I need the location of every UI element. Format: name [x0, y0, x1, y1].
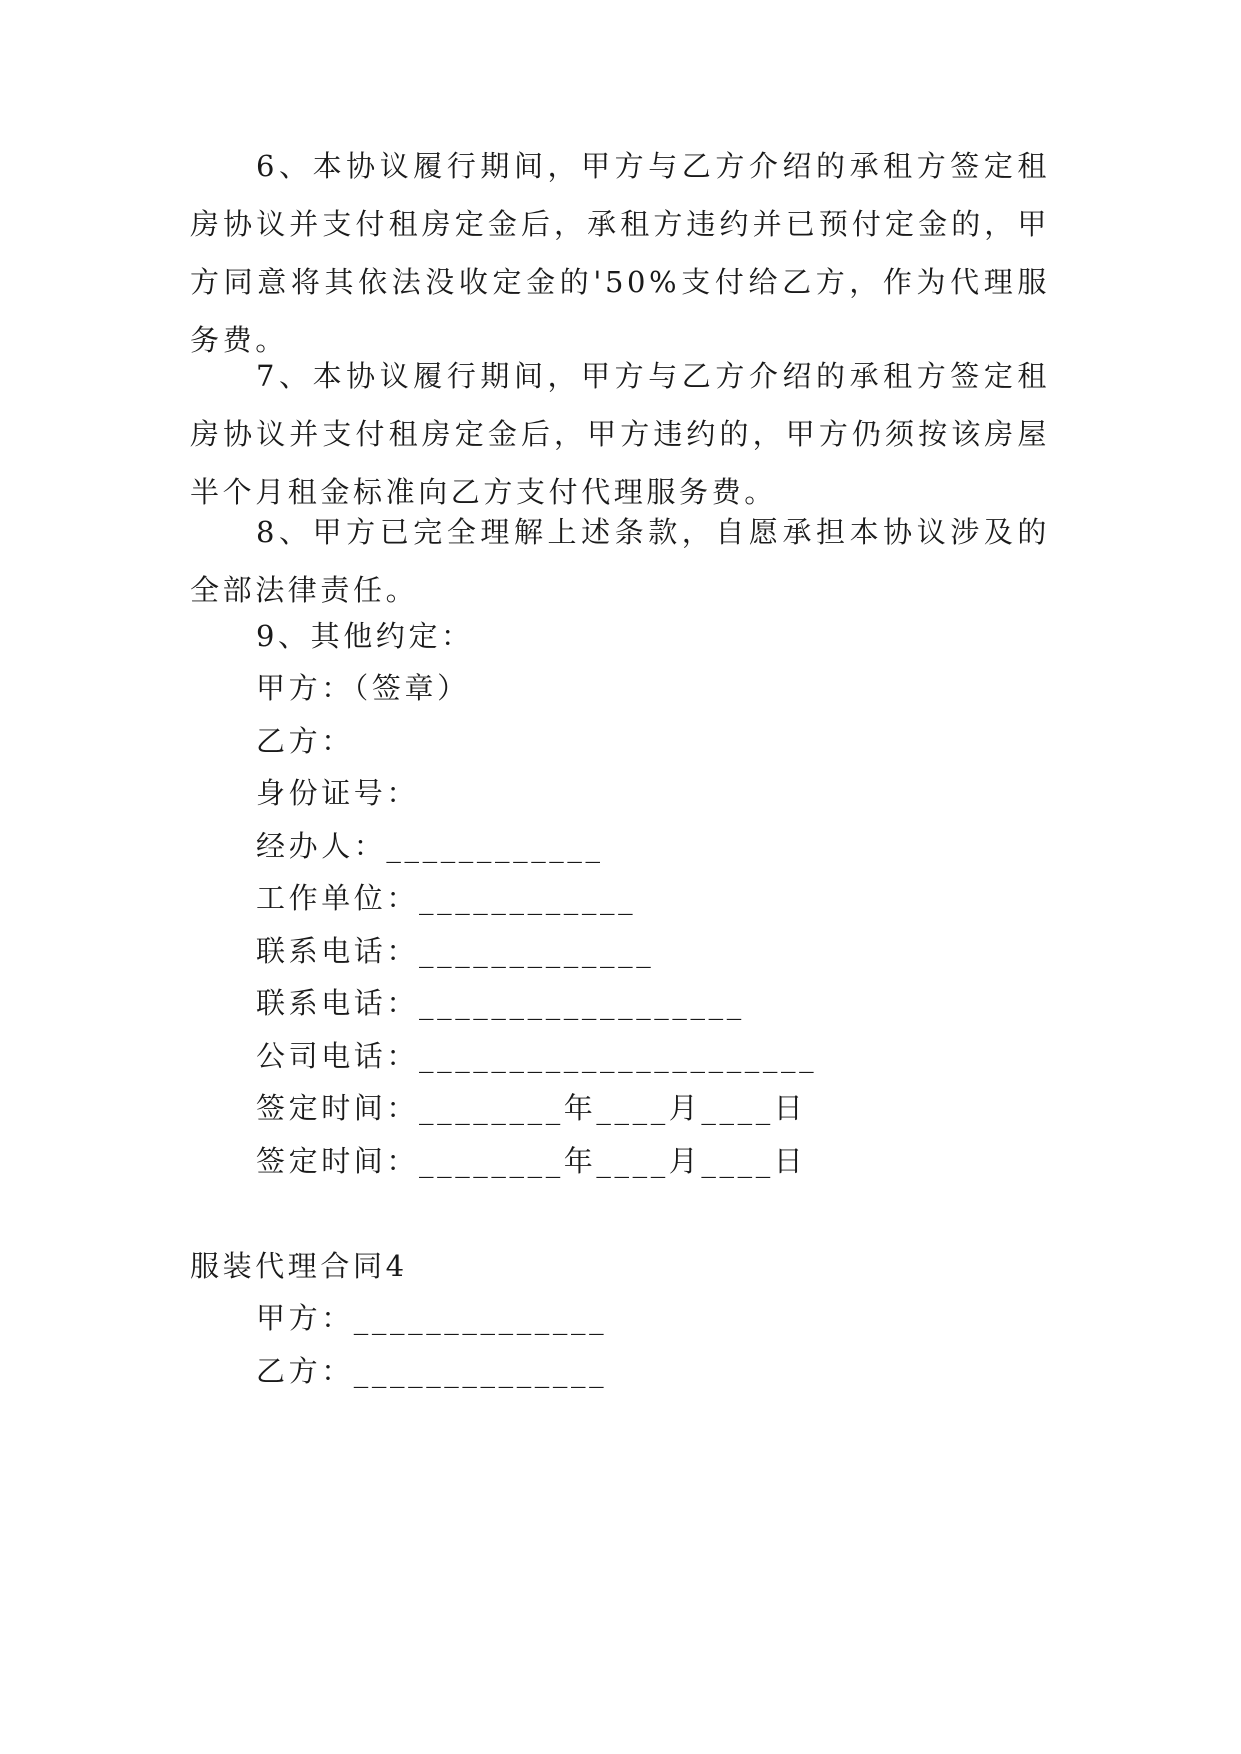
- company-phone-line: 公司电话：______________________: [256, 1039, 818, 1073]
- next-party-b-line: 乙方：______________: [256, 1354, 608, 1388]
- clause-7: 7、本协议履行期间，甲方与乙方介绍的承租方签定租房协议并支付租房定金后，甲方违约的，甲方仍须按该房屋半个月租金标准向乙方支付代理服务费。: [190, 359, 1050, 509]
- next-party-a-line: 甲方：______________: [256, 1301, 608, 1335]
- next-contract-title: 服装代理合同4: [190, 1249, 408, 1283]
- other-agreement: 9、其他约定：: [256, 619, 474, 653]
- id-number-line: 身份证号：: [256, 776, 420, 810]
- party-a-seal-line: 甲方：（签章）: [256, 671, 470, 705]
- sign-date-line-1: 签定时间：________年____月____日: [256, 1091, 807, 1125]
- work-unit-line: 工作单位：____________: [256, 881, 637, 915]
- contact-phone-line-2: 联系电话：__________________: [256, 986, 745, 1020]
- clause-6: 6、本协议履行期间，甲方与乙方介绍的承租方签定租房协议并支付租房定金后，承租方违约并已预付定金的，甲方同意将其依法没收定金的'50%支付给乙方，作为代理服务费。: [190, 149, 1050, 357]
- party-b-line: 乙方：: [256, 724, 354, 758]
- sign-date-line-2: 签定时间：________年____月____日: [256, 1144, 807, 1178]
- agent-line: 经办人：____________: [256, 829, 604, 863]
- contact-phone-line-1: 联系电话：_____________: [256, 934, 655, 968]
- clause-8: 8、甲方已完全理解上述条款，自愿承担本协议涉及的全部法律责任。: [190, 515, 1050, 607]
